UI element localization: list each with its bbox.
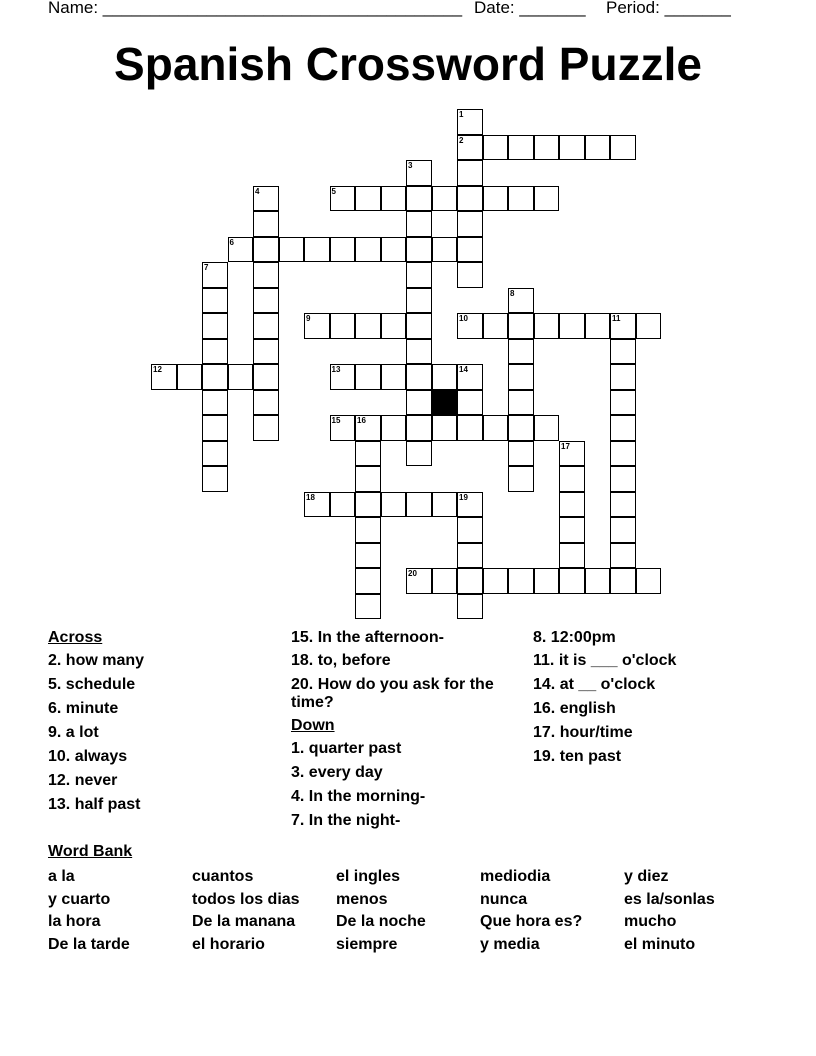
crossword-cell[interactable] bbox=[483, 135, 509, 161]
clue-across-2: 2. how many bbox=[48, 652, 145, 669]
clue-down-3: 3. every day bbox=[291, 764, 383, 781]
crossword-cell[interactable] bbox=[202, 313, 228, 339]
clue-down-8: 8. 12:00pm bbox=[533, 629, 616, 646]
crossword-cell[interactable] bbox=[457, 517, 483, 543]
word-bank-title: Word Bank bbox=[48, 843, 133, 860]
crossword-cell[interactable] bbox=[432, 568, 458, 594]
clue-across-12: 12. never bbox=[48, 772, 118, 789]
crossword-cell[interactable] bbox=[508, 364, 534, 390]
down-heading: Down bbox=[291, 717, 335, 734]
clue-down-19: 19. ten past bbox=[533, 748, 622, 765]
crossword-cell[interactable] bbox=[457, 211, 483, 237]
crossword-cell[interactable] bbox=[253, 211, 279, 237]
crossword-cell[interactable] bbox=[253, 415, 279, 441]
crossword-cell[interactable] bbox=[253, 237, 279, 263]
crossword-cell[interactable] bbox=[559, 313, 585, 339]
clue-across-20: 20. How do you ask for the time? bbox=[291, 676, 494, 711]
crossword-cell[interactable] bbox=[406, 211, 432, 237]
word-bank-item: y media bbox=[480, 936, 540, 953]
crossword-cell[interactable] bbox=[457, 186, 483, 212]
crossword-cell[interactable] bbox=[381, 186, 407, 212]
clue-down-1: 1. quarter past bbox=[291, 740, 402, 757]
crossword-cell[interactable] bbox=[279, 237, 305, 263]
period-field[interactable]: Period: _______ bbox=[606, 0, 731, 17]
crossword-cell[interactable] bbox=[508, 135, 534, 161]
crossword-cell[interactable] bbox=[202, 339, 228, 365]
black-square bbox=[432, 390, 458, 416]
name-field[interactable]: Name: ______________________________________ bbox=[48, 0, 463, 17]
cell-number: 15 bbox=[331, 416, 341, 425]
crossword-cell[interactable] bbox=[508, 186, 534, 212]
clues-col3 bbox=[533, 627, 676, 769]
crossword-cell[interactable] bbox=[483, 568, 509, 594]
crossword-cell[interactable] bbox=[508, 415, 534, 441]
crossword-cell[interactable] bbox=[457, 543, 483, 569]
word-bank-item: menos bbox=[336, 891, 388, 908]
crossword-cell[interactable] bbox=[202, 466, 228, 492]
word-bank-item: el ingles bbox=[336, 868, 401, 885]
word-bank-item: mucho bbox=[624, 913, 677, 930]
word-bank-item: cuantos bbox=[192, 868, 254, 885]
clue-across-10: 10. always bbox=[48, 748, 128, 765]
crossword-cell[interactable] bbox=[432, 237, 458, 263]
cell-number: 3 bbox=[408, 161, 413, 170]
across-clues-col1 bbox=[48, 627, 144, 817]
cell-number: 17 bbox=[561, 441, 570, 451]
word-bank-item: siempre bbox=[336, 936, 398, 953]
cell-number: 13 bbox=[331, 365, 341, 374]
crossword-cell[interactable] bbox=[381, 313, 407, 339]
crossword-cell[interactable] bbox=[559, 543, 585, 569]
crossword-cell[interactable] bbox=[534, 415, 560, 441]
crossword-cell[interactable] bbox=[202, 441, 228, 467]
crossword-cell[interactable] bbox=[330, 313, 356, 339]
crossword-cell[interactable] bbox=[432, 415, 458, 441]
crossword-cell[interactable] bbox=[559, 466, 585, 492]
word-bank-item: y cuarto bbox=[48, 891, 111, 908]
crossword-cell[interactable] bbox=[432, 186, 458, 212]
cell-number: 20 bbox=[408, 569, 417, 578]
word-bank-item: mediodia bbox=[480, 868, 551, 885]
crossword-cell[interactable] bbox=[457, 568, 483, 594]
cell-number: 16 bbox=[357, 416, 366, 425]
crossword-cell[interactable] bbox=[534, 568, 560, 594]
word-bank-item: es la/sonlas bbox=[624, 891, 715, 908]
cell-number: 1 bbox=[459, 110, 464, 119]
cell-number: 7 bbox=[204, 263, 209, 272]
clue-down-4: 4. In the morning- bbox=[291, 788, 426, 805]
clue-down-17: 17. hour/time bbox=[533, 724, 633, 741]
crossword-cell[interactable] bbox=[355, 237, 381, 263]
clue-across-5: 5. schedule bbox=[48, 676, 136, 693]
crossword-cell[interactable] bbox=[457, 415, 483, 441]
crossword-cell[interactable] bbox=[381, 364, 407, 390]
crossword-cell[interactable] bbox=[457, 237, 483, 263]
clue-down-14: 14. at __ o'clock bbox=[533, 676, 656, 693]
crossword-cell[interactable] bbox=[177, 364, 203, 390]
crossword-cell[interactable] bbox=[483, 313, 509, 339]
clue-down-7: 7. In the night- bbox=[291, 812, 401, 829]
cell-number: 2 bbox=[459, 135, 464, 145]
crossword-cell[interactable] bbox=[253, 339, 279, 365]
crossword-cell[interactable] bbox=[355, 568, 381, 594]
word-bank-item: Que hora es? bbox=[480, 913, 583, 930]
crossword-cell[interactable] bbox=[559, 492, 585, 518]
crossword-cell[interactable] bbox=[610, 441, 636, 467]
crossword-cell[interactable] bbox=[610, 517, 636, 543]
clues-col2 bbox=[291, 627, 521, 833]
crossword-cell[interactable] bbox=[355, 517, 381, 543]
cell-number: 12 bbox=[153, 365, 162, 374]
cell-number: 18 bbox=[306, 492, 315, 502]
page-title: Spanish Crossword Puzzle bbox=[114, 38, 702, 90]
cell-number: 5 bbox=[331, 186, 336, 196]
crossword-cell[interactable] bbox=[355, 492, 381, 518]
crossword-cell[interactable] bbox=[457, 160, 483, 186]
crossword-cell[interactable] bbox=[202, 288, 228, 314]
crossword-cell[interactable] bbox=[406, 186, 432, 212]
crossword-cell[interactable] bbox=[202, 390, 228, 416]
crossword-cell[interactable] bbox=[610, 390, 636, 416]
crossword-cell[interactable] bbox=[636, 568, 662, 594]
crossword-cell[interactable] bbox=[228, 364, 254, 390]
word-bank-item: a la bbox=[48, 868, 75, 885]
cell-number: 19 bbox=[459, 492, 468, 502]
crossword-cell[interactable] bbox=[508, 339, 534, 365]
crossword-cell[interactable] bbox=[355, 543, 381, 569]
crossword-cell[interactable] bbox=[610, 543, 636, 569]
word-bank-item: nunca bbox=[480, 891, 528, 908]
crossword-cell[interactable] bbox=[253, 262, 279, 288]
crossword-cell[interactable] bbox=[253, 313, 279, 339]
crossword-cell[interactable] bbox=[508, 390, 534, 416]
crossword-cell[interactable] bbox=[304, 237, 330, 263]
crossword-cell[interactable] bbox=[355, 441, 381, 467]
word-bank-item: todos los dias bbox=[192, 891, 300, 908]
crossword-cell[interactable] bbox=[406, 364, 432, 390]
crossword-cell[interactable] bbox=[483, 186, 509, 212]
crossword-cell[interactable] bbox=[406, 390, 432, 416]
crossword-cell[interactable] bbox=[355, 313, 381, 339]
crossword-cell[interactable] bbox=[483, 415, 509, 441]
crossword-cell[interactable] bbox=[406, 339, 432, 365]
clue-across-18: 18. to, before bbox=[291, 652, 391, 669]
clue-across-6: 6. minute bbox=[48, 700, 119, 717]
cell-number: 11 bbox=[612, 314, 621, 323]
word-bank-item: la hora bbox=[48, 913, 101, 930]
crossword-cell[interactable] bbox=[559, 568, 585, 594]
crossword-cell[interactable] bbox=[381, 237, 407, 263]
crossword-cell[interactable] bbox=[432, 492, 458, 518]
crossword-cell[interactable] bbox=[330, 492, 356, 518]
crossword-cell[interactable] bbox=[202, 364, 228, 390]
crossword-cell[interactable] bbox=[381, 415, 407, 441]
crossword-cell[interactable] bbox=[406, 441, 432, 467]
crossword-cell[interactable] bbox=[253, 288, 279, 314]
crossword-cell[interactable] bbox=[585, 313, 611, 339]
crossword-cell[interactable] bbox=[355, 466, 381, 492]
clue-across-9: 9. a lot bbox=[48, 724, 99, 741]
crossword-cell[interactable] bbox=[559, 517, 585, 543]
cell-number: 14 bbox=[459, 365, 468, 374]
crossword-cell[interactable] bbox=[355, 594, 381, 620]
cell-number: 9 bbox=[306, 314, 311, 323]
crossword-cell[interactable] bbox=[253, 390, 279, 416]
crossword-cell[interactable] bbox=[508, 441, 534, 467]
crossword-cell[interactable] bbox=[457, 262, 483, 288]
date-field[interactable]: Date: _______ bbox=[474, 0, 586, 17]
crossword-cell[interactable] bbox=[432, 364, 458, 390]
crossword-cell[interactable] bbox=[406, 237, 432, 263]
crossword-cell[interactable] bbox=[636, 313, 662, 339]
clue-across-13: 13. half past bbox=[48, 796, 141, 813]
crossword-cell[interactable] bbox=[610, 364, 636, 390]
crossword-cell[interactable] bbox=[381, 492, 407, 518]
crossword-cell[interactable] bbox=[585, 135, 611, 161]
word-bank-item: De la tarde bbox=[48, 936, 130, 953]
crossword-cell[interactable] bbox=[585, 568, 611, 594]
crossword-cell[interactable] bbox=[534, 135, 560, 161]
crossword-cell[interactable] bbox=[610, 415, 636, 441]
crossword-cell[interactable] bbox=[457, 594, 483, 620]
cell-number: 8 bbox=[510, 288, 515, 298]
word-bank-item: De la noche bbox=[336, 913, 426, 930]
crossword-cell[interactable] bbox=[534, 313, 560, 339]
crossword-cell[interactable] bbox=[508, 313, 534, 339]
word-bank-item: De la manana bbox=[192, 913, 296, 930]
crossword-cell[interactable] bbox=[355, 364, 381, 390]
crossword-cell[interactable] bbox=[559, 135, 585, 161]
crossword-cell[interactable] bbox=[610, 466, 636, 492]
clue-down-16: 16. english bbox=[533, 700, 616, 717]
cell-number: 6 bbox=[229, 237, 234, 247]
cell-number: 4 bbox=[255, 186, 260, 196]
cell-number: 10 bbox=[459, 314, 468, 323]
crossword-cell[interactable] bbox=[406, 262, 432, 288]
crossword-cell[interactable] bbox=[406, 288, 432, 314]
crossword-cell[interactable] bbox=[610, 492, 636, 518]
crossword-cell[interactable] bbox=[508, 568, 534, 594]
word-bank-item: y diez bbox=[624, 868, 669, 885]
crossword-cell[interactable] bbox=[610, 339, 636, 365]
crossword-cell[interactable] bbox=[534, 186, 560, 212]
crossword-cell[interactable] bbox=[457, 390, 483, 416]
word-bank-item: el horario bbox=[192, 936, 265, 953]
crossword-cell[interactable] bbox=[508, 466, 534, 492]
clue-down-11: 11. it is ___ o'clock bbox=[533, 652, 677, 669]
crossword-cell[interactable] bbox=[610, 568, 636, 594]
crossword-cell[interactable] bbox=[406, 492, 432, 518]
crossword-cell[interactable] bbox=[253, 364, 279, 390]
crossword-cell[interactable] bbox=[406, 415, 432, 441]
crossword-cell[interactable] bbox=[202, 415, 228, 441]
clue-across-15: 15. In the afternoon- bbox=[291, 629, 444, 646]
crossword-cell[interactable] bbox=[355, 186, 381, 212]
crossword-cell[interactable] bbox=[330, 237, 356, 263]
word-bank-item: el minuto bbox=[624, 936, 696, 953]
crossword-cell[interactable] bbox=[406, 313, 432, 339]
crossword-cell[interactable] bbox=[610, 135, 636, 161]
across-heading: Across bbox=[48, 629, 103, 646]
